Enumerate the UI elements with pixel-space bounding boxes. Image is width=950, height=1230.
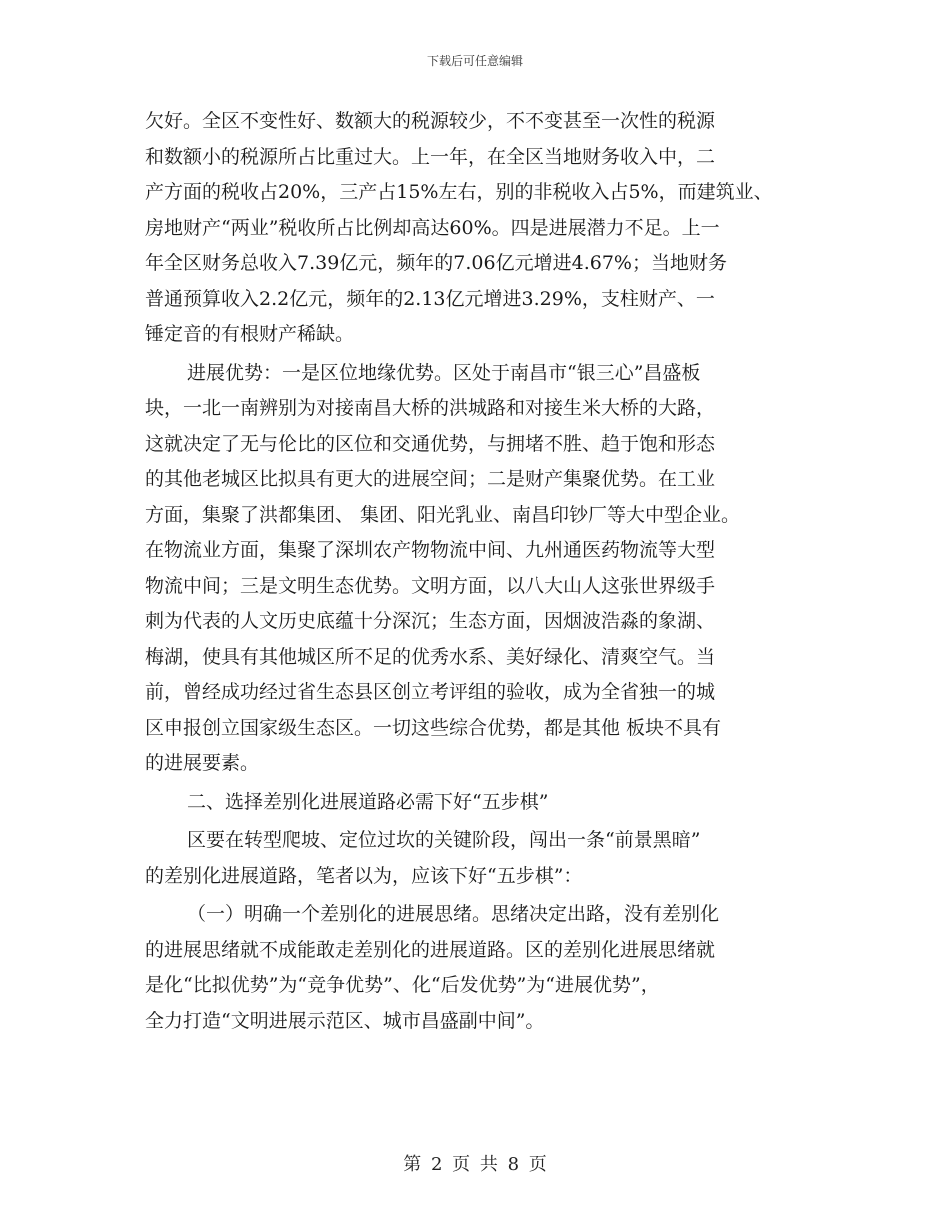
text-line: 刺为代表的人文历史底蕴十分深沉；生态方面，因烟波浩淼的象湖、 [145,610,716,632]
text-line: 区申报创立国家级生态区。一切这些综合优势，都是其他 板块不具有 [145,716,722,739]
text-line: 这就决定了无与伦比的区位和交通优势，与拥堵不胜、趋于饱和形态 [145,432,716,455]
subsection-heading-line: （一）明确一个差别化的进展思绪。思绪决定出路，没有差别化 [187,903,720,925]
text-line: 普通预算收入2.2亿元，频年的2.13亿元增进3.29%，支柱财产、一 [145,287,715,310]
text-line: 前，曾经成功经过省生态县区创立考评组的验收，成为全省独一的城 [145,681,716,703]
page-number-footer: 第 2 页 共 8 页 [403,1154,547,1175]
text-line: 房地财产“两业”税收所占比例却高达60%。四是进展潜力不足。上一 [145,216,720,239]
text-line: 块，一北一南辨别为对接南昌大桥的洪城路和对接生米大桥的大路， [145,397,716,419]
text-line: 年全区财务总收入7.39亿元，频年的7.06亿元增进4.67%；当地财务 [145,252,727,274]
text-line: 的其他老城区比拟具有更大的进展空间；二是财产集聚优势。在工业 [145,468,716,490]
text-line: 梅湖，使具有其他城区所不足的优秀水系、美好绿化、清爽空气。当 [145,645,716,668]
text-line: 锤定音的有根财产稀缺。 [145,323,355,345]
text-line: 产方面的税收占20%，三产占15%左右，别的非税收入占5%，而建筑业、 [145,181,773,203]
document-body [145,104,825,1039]
text-line: 和数额小的税源所占比重过大。上一年，在全区当地财务收入中，二 [145,145,716,168]
section-heading: 二、选择差别化进展道路必需下好“五步棋” [187,790,549,813]
paragraph-start-line: 区要在转型爬坡、定位过坎的关键阶段，闯出一条“前景黑暗” [187,829,701,851]
page-header: 下载后可任意编辑 [426,54,523,68]
text-line: 在物流业方面，集聚了深圳农产物物流中间、九州通医药物流等大型 [145,539,716,561]
text-line: 的进展要素。 [145,752,260,774]
text-line: 全力打造“文明进展示范区、城市昌盛副中间”。 [145,1009,545,1032]
text-line: 的差别化进展道路，笔者以为，应该下好“五步棋”： [145,864,583,887]
text-line: 的进展思绪就不成能敢走差别化的进展道路。区的差别化进展思绪就 [145,938,716,961]
paragraph-start-line: 进展优势：一是区位地缘优势。区处于南昌市“银三心”昌盛板 [187,361,701,384]
text-line: 物流中间；三是文明生态优势。文明方面，以八大山人这张世界级手 [145,574,716,597]
text-line: 是化“比拟优势”为“竞争优势”、化“后发优势”为“进展优势”， [145,974,660,996]
text-line: 欠好。全区不变性好、数额大的税源较少，不不变甚至一次性的税源 [145,110,716,132]
text-line: 方面，集聚了洪都集团、 集团、阳光乳业、南昌印钞厂等大中型企业。 [145,503,741,526]
